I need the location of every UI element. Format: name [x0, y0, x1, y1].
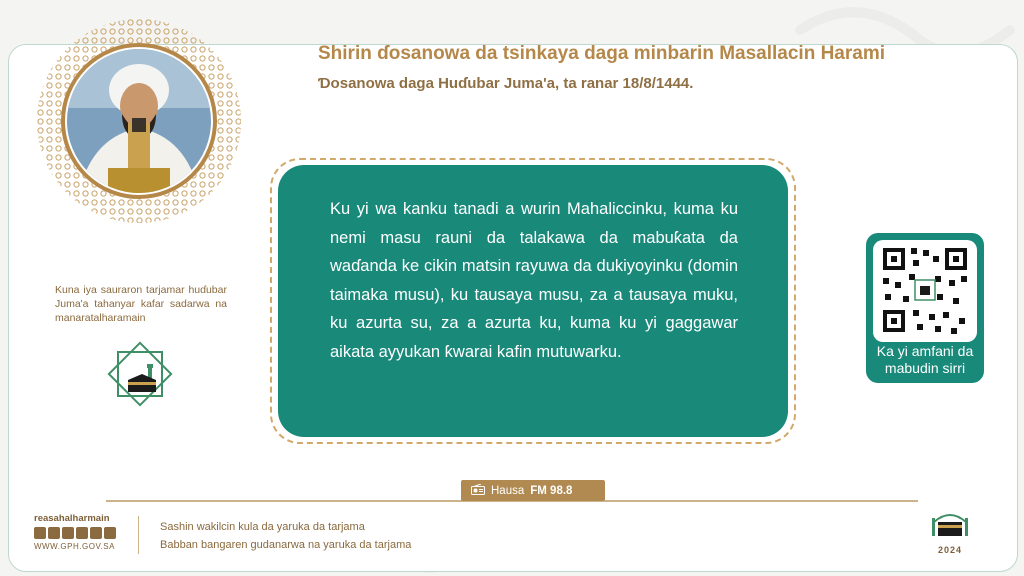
footer-separator [138, 516, 139, 554]
radio-frequency: FM 98.8 [530, 484, 573, 497]
qr-code-icon[interactable] [873, 240, 977, 342]
radio-icon [471, 484, 485, 498]
social-handle: reasahalharmain [34, 513, 110, 524]
website-link[interactable]: WWW.GPH.GOV.SA [34, 542, 115, 551]
radio-language: Hausa [491, 484, 525, 497]
qr-panel[interactable] [866, 233, 984, 383]
qr-caption: Ka yi amfani da mabudin sirri [876, 343, 974, 376]
telegram-icon[interactable] [104, 527, 116, 539]
footer-department: Sashin wakilcin kula da yaruka da tarjama [160, 521, 365, 533]
radio-badge [461, 480, 605, 501]
sermon-quote-text: Ku yi wa kanku tanadi a wurin Mahaliccinku, kuma ku nemi masu rauni da talakawa da mabuƙata da waɗanda ke cikin matsin rayuwa da dukiyoyinku (domin taimaka musu), ku tausaya musu, za a tausaya muku, ku azurta su, za a azurta ku, kuma ku yi gaggawar aikata ayyukan ƙwarai kafin mutuwarku. [330, 200, 738, 361]
footer-administration: Babban bangaren gudanarwa na yaruka da tarjama [160, 539, 412, 551]
youtube-icon[interactable] [62, 527, 74, 539]
kaaba-logo-icon [104, 338, 176, 410]
facebook-icon[interactable] [34, 527, 46, 539]
listen-note: Kuna iya sauraron tarjamar huɗubar Juma'a tahanyar kafar sadarwa na manaratalharamain [55, 284, 227, 324]
page-title: Shirin ɗosanowa da tsinkaya daga minbarin Masallacin Harami [318, 43, 886, 64]
twitter-icon[interactable] [48, 527, 60, 539]
brand-logo [915, 512, 985, 555]
snapchat-icon[interactable] [90, 527, 102, 539]
instagram-icon[interactable] [76, 527, 88, 539]
vision-logo-icon [930, 512, 970, 540]
social-links [34, 513, 124, 551]
sermon-quote-card [278, 165, 788, 437]
preacher-portrait [36, 18, 242, 224]
brand-year: 2024 [937, 545, 963, 555]
page-subtitle: Ɗosanowa daga Huɗubar Juma'a, ta ranar 18/8/1444. [318, 75, 694, 92]
